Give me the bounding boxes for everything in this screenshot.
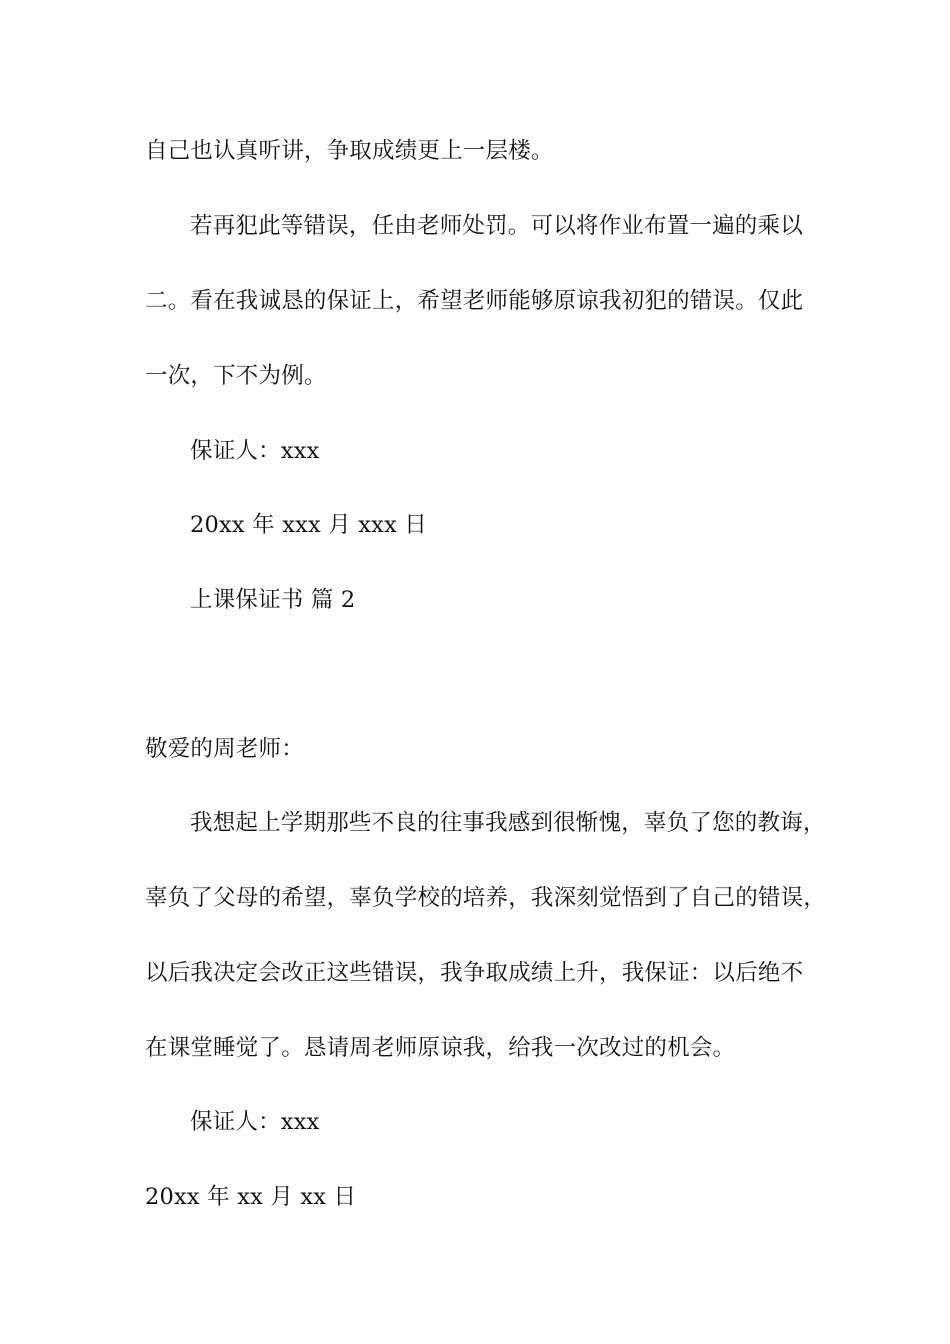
guarantor-line: 保证人：xxx bbox=[190, 1109, 320, 1135]
text-line: 若再犯此等错误，任由老师处罚。可以将作业布置一遍的乘以 bbox=[190, 213, 803, 239]
text-line: 辜负了父母的希望，辜负学校的培养，我深刻觉悟到了自己的错误， bbox=[145, 885, 827, 911]
text-line: 自己也认真听讲，争取成绩更上一层楼。 bbox=[145, 138, 554, 164]
guarantor-line: 保证人：xxx bbox=[190, 438, 320, 464]
text-line: 以后我决定会改正这些错误，我争取成绩上升，我保证：以后绝不 bbox=[145, 960, 804, 986]
date-line: 20xx 年 xxx 月 xxx 日 bbox=[190, 512, 428, 538]
text-line: 我想起上学期那些不良的往事我感到很惭愧，辜负了您的教诲， bbox=[190, 810, 826, 836]
section-title: 上课保证书 篇 2 bbox=[190, 587, 356, 613]
salutation: 敬爱的周老师： bbox=[145, 736, 304, 762]
text-line: 二。看在我诚恳的保证上，希望老师能够原谅我初犯的错误。仅此 bbox=[145, 288, 804, 314]
text-line: 一次，下不为例。 bbox=[145, 363, 327, 389]
date-line: 20xx 年 xx 月 xx 日 bbox=[145, 1184, 357, 1210]
text-line: 在课堂睡觉了。恳请周老师原谅我，给我一次改过的机会。 bbox=[145, 1035, 736, 1061]
